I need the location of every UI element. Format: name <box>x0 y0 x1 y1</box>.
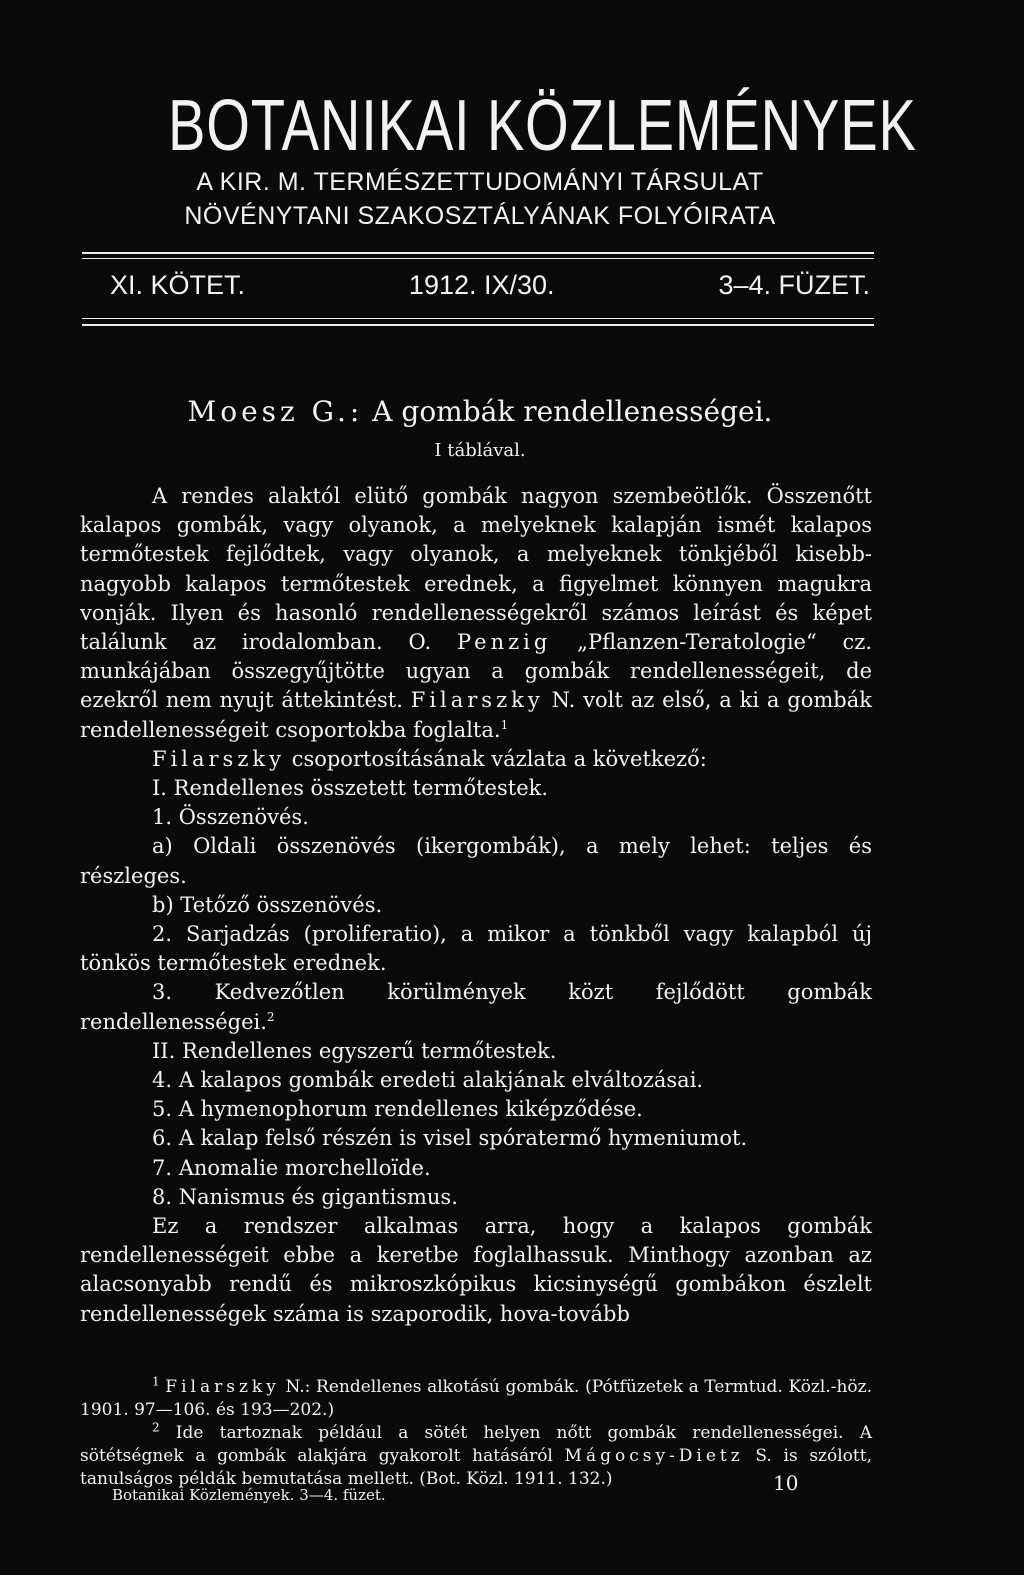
top-rule-1 <box>82 252 874 254</box>
article-plate-note: I táblával. <box>434 440 526 461</box>
list-item-I: I. Rendellenes összetett termőtestek. <box>152 776 549 801</box>
article-title: A gombák rendellenességei. <box>372 395 773 428</box>
issue-number: 3–4. FÜZET. <box>718 270 870 300</box>
list-item-7: 7. Anomalie morchelloïde. <box>152 1155 431 1180</box>
issue-line <box>110 270 870 301</box>
footnote-2-text-a: Ide tartoznak például a sötét helyen nőtt gombák rendellenességei. A sötétségnek a gombák alakjára gyakorolt hatásáról <box>80 1423 872 1466</box>
article-heading <box>80 395 880 428</box>
article-body <box>80 482 872 1329</box>
footnote-ref-2: 2 <box>266 1009 275 1024</box>
footnote-2-name: Mágocsy-Dietz <box>564 1446 744 1466</box>
journal-subtitle-2: NÖVÉNYTANI SZAKOSZTÁLYÁNAK FOLYÓIRATA <box>184 202 776 230</box>
list-item-a: a) Oldali összenövés (ikergombák), a mely lehet: teljes és részleges. <box>80 834 872 888</box>
paragraph-1 <box>80 482 872 745</box>
p1-penzig: Penzig <box>456 630 552 655</box>
list-item-4: 4. A kalapos gombák eredeti alakjának elváltozásai. <box>152 1068 704 1093</box>
p1-filarszky: Filarszky <box>410 688 544 713</box>
p1-text-b: „Pflanzen-Teratologie“ cz. munkájában összegyűjtötte ugyan a gombák rendellenességeit, de ezekről nem nyujt áttekintést. <box>80 630 872 713</box>
footnote-1-number: 1 <box>152 1374 160 1389</box>
list-item-5: 5. A hymenophorum rendellenes kiképződése. <box>152 1097 643 1122</box>
page-number: 10 <box>773 1471 799 1495</box>
footnote-1-name: Filarszky <box>165 1377 280 1397</box>
p1-text-c: N. volt az első, a ki a gombák rendellenességeit csoportokba foglalta. <box>80 688 872 742</box>
footnotes <box>80 1376 872 1491</box>
running-footer: Botanikai Közlemények. 3—4. füzet. <box>112 1486 386 1504</box>
footnote-2-number: 2 <box>152 1420 160 1435</box>
p2-text: csoportosításának vázlata a következő: <box>291 746 707 771</box>
list-item-6: 6. A kalap felső részén is visel spóratermő hymeniumot. <box>152 1126 748 1151</box>
footnote-1-text: N.: Rendellenes alkotású gombák. (Pótfüzetek a Termtud. Közl.-höz. 1901. 97—106. és 193—202.) <box>80 1377 873 1420</box>
paragraph-3: Ez a rendszer alkalmas arra, hogy a kalapos gombák rendellenességeit ebbe a keretbe foglalhassuk. Minthogy azonban az alacsonyabb rendű és mikroszkópikus kicsinységű gombákon észlelt rendellenességek száma is szaporodik, hova-tovább <box>80 1214 872 1326</box>
top-rule-2 <box>82 258 874 259</box>
list-item-3-text: 3. Kedvezőtlen körülmények közt fejlődött gombák rendellenességei. <box>80 980 872 1034</box>
list-item-2: 2. Sarjadzás (proliferatio), a mikor a tönkből vagy kalapból új tönkös termőtestek erednek. <box>80 922 872 976</box>
footnote-1 <box>80 1376 872 1422</box>
list-item-3 <box>80 978 872 1036</box>
journal-title: BOTANIKAI KÖZLEMÉNYEK <box>168 86 917 166</box>
bottom-rule-2 <box>82 324 874 326</box>
article-author: Moesz G.: <box>187 395 364 428</box>
list-item-II: II. Rendellenes egyszerű termőtestek. <box>152 1038 557 1063</box>
journal-subtitle-1: A KIR. M. TERMÉSZETTUDOMÁNYI TÁRSULAT <box>196 168 764 196</box>
p1-text-a: A rendes alaktól elütő gombák nagyon szembeötlők. Összenőtt kalapos gombák, vagy olyanok, a melyeknek kalapján ismét kalapos termőtestek fejlődtek, vagy olyanok, a melyeknek tönkjéből kisebb-nagyobb kalapos termőtestek erednek, a figyelmet könnyen magukra vonják. Ilyen és hasonló rendellenességekről számos leírást és képet találunk az irodalomban. O. <box>80 484 872 655</box>
paragraph-2 <box>80 745 872 774</box>
list-item-8: 8. Nanismus és gigantismus. <box>152 1184 458 1209</box>
bottom-rule-1 <box>82 318 874 319</box>
footnote-ref-1: 1 <box>500 717 509 732</box>
p2-filarszky: Filarszky <box>152 746 285 771</box>
issue-volume: XI. KÖTET. <box>110 270 246 300</box>
list-item-1: 1. Összenövés. <box>152 805 309 830</box>
footnote-2 <box>80 1422 872 1491</box>
list-item-b: b) Tetőző összenövés. <box>152 892 383 917</box>
footnote-2-text-b: S. is szólott, tanulságos példák bemutatása mellett. (Bot. Közl. 1911. 132.) <box>80 1446 872 1489</box>
issue-date: 1912. IX/30. <box>408 270 555 300</box>
